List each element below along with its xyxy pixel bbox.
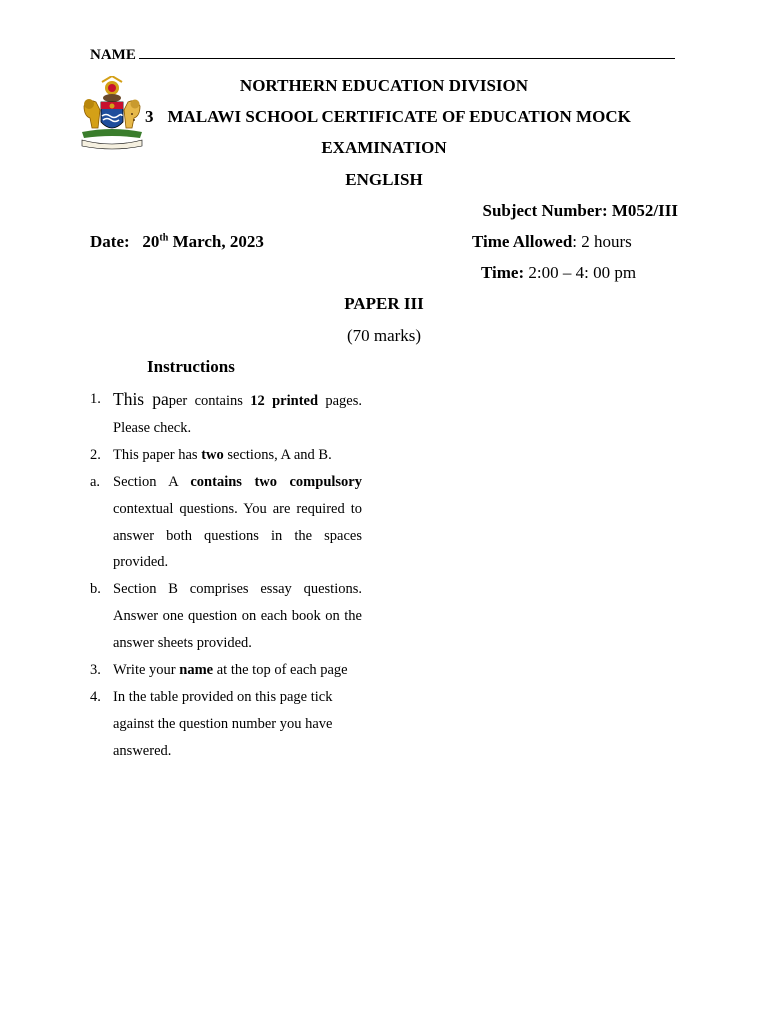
date-suffix: th — [159, 232, 169, 244]
text-run: sections, A and B. — [223, 446, 332, 463]
text-run: at the top of each page — [213, 662, 348, 679]
name-underline — [139, 46, 675, 59]
text-run: Section A — [113, 473, 191, 490]
text-run: Write your — [113, 662, 180, 679]
text-run: contextual questions. You are required to answer both questions in the spaces provided. — [113, 500, 362, 571]
subject-number-value: M052/III — [611, 201, 678, 220]
list-item — [90, 386, 362, 442]
list-item — [90, 442, 362, 469]
list-item-text — [113, 442, 362, 469]
list-item-text: Section B comprises essay questions. Answer one question on each book on the answer sheets provided. — [113, 581, 362, 652]
exam-title-line1 — [145, 107, 631, 127]
list-marker: 4. — [90, 688, 101, 705]
list-marker: a. — [90, 473, 101, 490]
text-run: This pa — [113, 389, 169, 409]
paper-title: PAPER III — [344, 294, 424, 313]
exam-date — [90, 232, 264, 252]
time-allowed-label: Time Allowed — [472, 232, 573, 251]
instructions-heading: Instructions — [147, 357, 235, 376]
time-allowed-value: : 2 hours — [572, 232, 632, 251]
name-field[interactable] — [90, 46, 675, 64]
subject-number — [482, 201, 678, 221]
list-item-text — [113, 657, 362, 684]
total-marks: (70 marks) — [346, 326, 422, 345]
list-item — [90, 657, 362, 684]
subject-number-label: Subject Number: — [482, 201, 608, 220]
text-run-bold: 12 printed — [250, 393, 319, 409]
time-value: 2:00 – 4: 00 pm — [528, 263, 637, 282]
text-run-bold: two — [201, 446, 224, 463]
list-marker: b. — [90, 581, 101, 598]
subject-title: ENGLISH — [345, 170, 423, 189]
exam-number: 3 — [145, 107, 154, 126]
list-item — [90, 684, 362, 765]
list-item-text — [113, 469, 362, 577]
exam-time — [481, 263, 636, 283]
time-label: Time: — [481, 263, 525, 282]
list-item-text — [113, 386, 362, 442]
list-item — [90, 469, 362, 577]
list-item-text: In the table provided on this page tick against the question number you have answered. — [113, 688, 333, 759]
date-day: 20 — [142, 232, 160, 251]
list-item — [90, 576, 362, 657]
list-marker: 2. — [90, 446, 101, 463]
date-label: Date: — [90, 232, 130, 251]
text-run-bold: name — [179, 662, 214, 679]
text-run: pages. Please check. — [113, 393, 363, 436]
division-title: NORTHERN EDUCATION DIVISION — [239, 76, 529, 95]
name-label: NAME — [90, 47, 136, 63]
list-marker: 3. — [90, 662, 101, 679]
text-run: This paper has — [113, 446, 202, 463]
text-run-bold: contains two compulsory — [190, 473, 362, 490]
instructions-list — [90, 386, 362, 765]
list-marker: 1. — [90, 391, 101, 407]
date-rest: March, 2023 — [172, 232, 264, 251]
text-run: per contains — [168, 393, 251, 409]
time-allowed — [472, 232, 632, 252]
exam-title-line2: EXAMINATION — [321, 138, 447, 157]
exam-title-text: MALAWI SCHOOL CERTIFICATE OF EDUCATION MOCK — [167, 107, 631, 126]
